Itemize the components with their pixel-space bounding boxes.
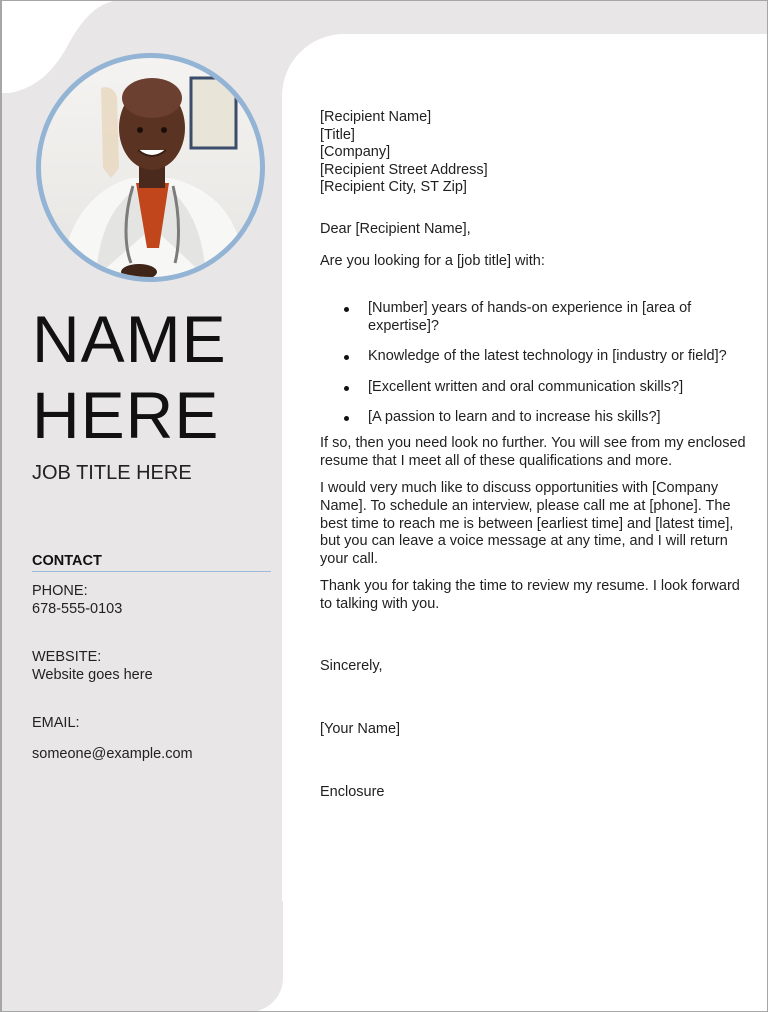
candidate-name (32, 301, 227, 453)
salutation: Dear [Recipient Name], (320, 220, 471, 237)
intro-line: Are you looking for a [job title] with: (320, 252, 545, 269)
phone-label: PHONE: (32, 583, 88, 599)
website-value: Website goes here (32, 667, 153, 683)
contact-heading: CONTACT (32, 553, 102, 569)
recipient-city: [Recipient City, ST Zip] (320, 179, 467, 196)
paragraph-1: If so, then you need look no further. You will see from my enclosed resume that I meet all of these qualifications and more. (320, 435, 746, 469)
doctor-portrait-illustration (41, 58, 260, 277)
recipient-block (320, 109, 750, 197)
list-item: [Excellent written and oral communication skills?] (320, 379, 750, 397)
paragraph-3: Thank you for taking the time to review my resume. I look forward to talking with you. (320, 578, 740, 612)
list-item: [Number] years of hands-on experience in [area of expertise]? (320, 300, 750, 335)
recipient-name: [Recipient Name] (320, 109, 432, 125)
website-label: WEBSITE: (32, 649, 102, 665)
letter-body (320, 109, 750, 801)
recipient-street: [Recipient Street Address] (320, 161, 488, 178)
name-line-2: HERE (32, 378, 220, 452)
name-line-1: NAME (32, 302, 227, 376)
paragraph-2: I would very much like to discuss opportunities with [Company Name]. To schedule an interview, please call me at [phone]. The best time to reach me is between [earliest time] and [latest time], but you can leave a voice message at any time, and I will return your call. (320, 480, 734, 567)
bullet-icon (344, 355, 349, 360)
qualifications-list (320, 300, 750, 426)
bullet-icon (344, 386, 349, 391)
profile-photo (41, 58, 260, 277)
list-item: Knowledge of the latest technology in [industry or field]? (320, 348, 750, 366)
sidebar-bottom-shape (2, 901, 283, 1012)
contact-divider (32, 571, 271, 572)
profile-photo-frame (36, 53, 265, 282)
email-label: EMAIL: (32, 715, 80, 731)
recipient-title: [Title] (320, 126, 355, 143)
bullet-icon (344, 307, 349, 312)
list-item: [A passion to learn and to increase his skills?] (320, 409, 750, 427)
recipient-company: [Company] (320, 144, 391, 161)
job-title: JOB TITLE HERE (32, 462, 192, 484)
phone-value: 678-555-0103 (32, 601, 123, 617)
signature-name: [Your Name] (320, 721, 401, 738)
email-value: someone@example.com (32, 746, 193, 762)
closing: Sincerely, (320, 658, 383, 675)
enclosure-note: Enclosure (320, 783, 385, 800)
bullet-icon (344, 416, 349, 421)
